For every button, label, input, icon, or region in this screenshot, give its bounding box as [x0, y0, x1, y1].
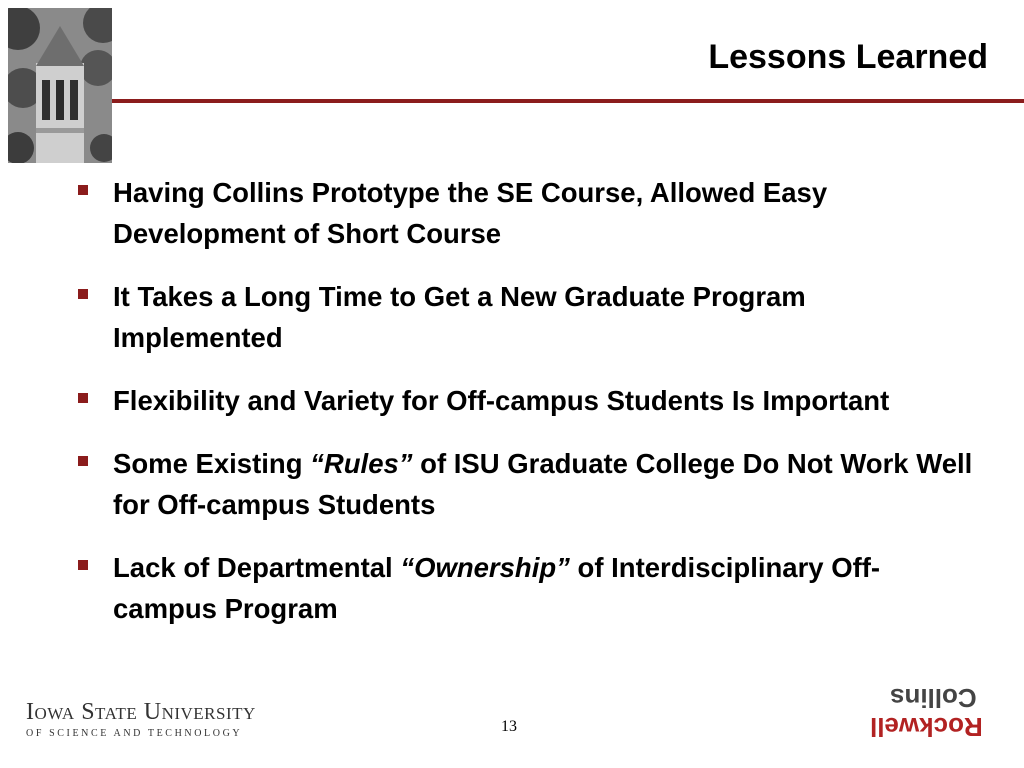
- bullet-square-icon: [78, 560, 88, 570]
- university-subtitle: OF SCIENCE AND TECHNOLOGY: [26, 728, 243, 739]
- bullet-item: [76, 276, 981, 358]
- bullet-emphasis-text: “Rules”: [310, 448, 413, 479]
- page-number: 13: [501, 718, 517, 735]
- bullet-text: Having Collins Prototype the SE Course, Allowed Easy Development of Short Course: [113, 177, 828, 249]
- bullet-text: Flexibility and Variety for Off-campus Students Is Important: [113, 385, 890, 416]
- isu-logo: [26, 698, 356, 739]
- bullet-text: of ISU Graduate College Do Not Work Well for Off-campus Students: [113, 448, 973, 520]
- bullet-emphasis-text: “Ownership”: [400, 552, 570, 583]
- bullet-text: Some Existing: [113, 448, 311, 479]
- campanile-tower-image: [8, 8, 112, 163]
- slide-title: Lessons Learned: [708, 38, 988, 76]
- campanile-photo: [8, 8, 112, 163]
- rockwell-collins-logo: [870, 683, 1020, 744]
- bullet-text: Lack of Departmental: [113, 552, 401, 583]
- bullet-square-icon: [78, 185, 88, 195]
- bullet-square-icon: [78, 289, 88, 299]
- bullet-square-icon: [78, 393, 88, 403]
- bullet-item: [76, 172, 981, 254]
- bullet-item: [76, 380, 981, 421]
- bullet-item: [76, 547, 981, 629]
- title-divider: [112, 99, 1024, 103]
- bullet-text: of Interdisciplinary Off-campus Program: [113, 552, 881, 624]
- bullet-square-icon: [78, 456, 88, 466]
- logo-text-rockwell: Rockwell: [870, 712, 983, 742]
- bullet-list: [76, 172, 981, 651]
- bullet-item: [76, 443, 981, 525]
- logo-text-collins: Collins: [890, 683, 977, 713]
- university-name: Iowa State University: [26, 699, 256, 725]
- bullet-text: It Takes a Long Time to Get a New Graduate Program Implemented: [113, 281, 806, 353]
